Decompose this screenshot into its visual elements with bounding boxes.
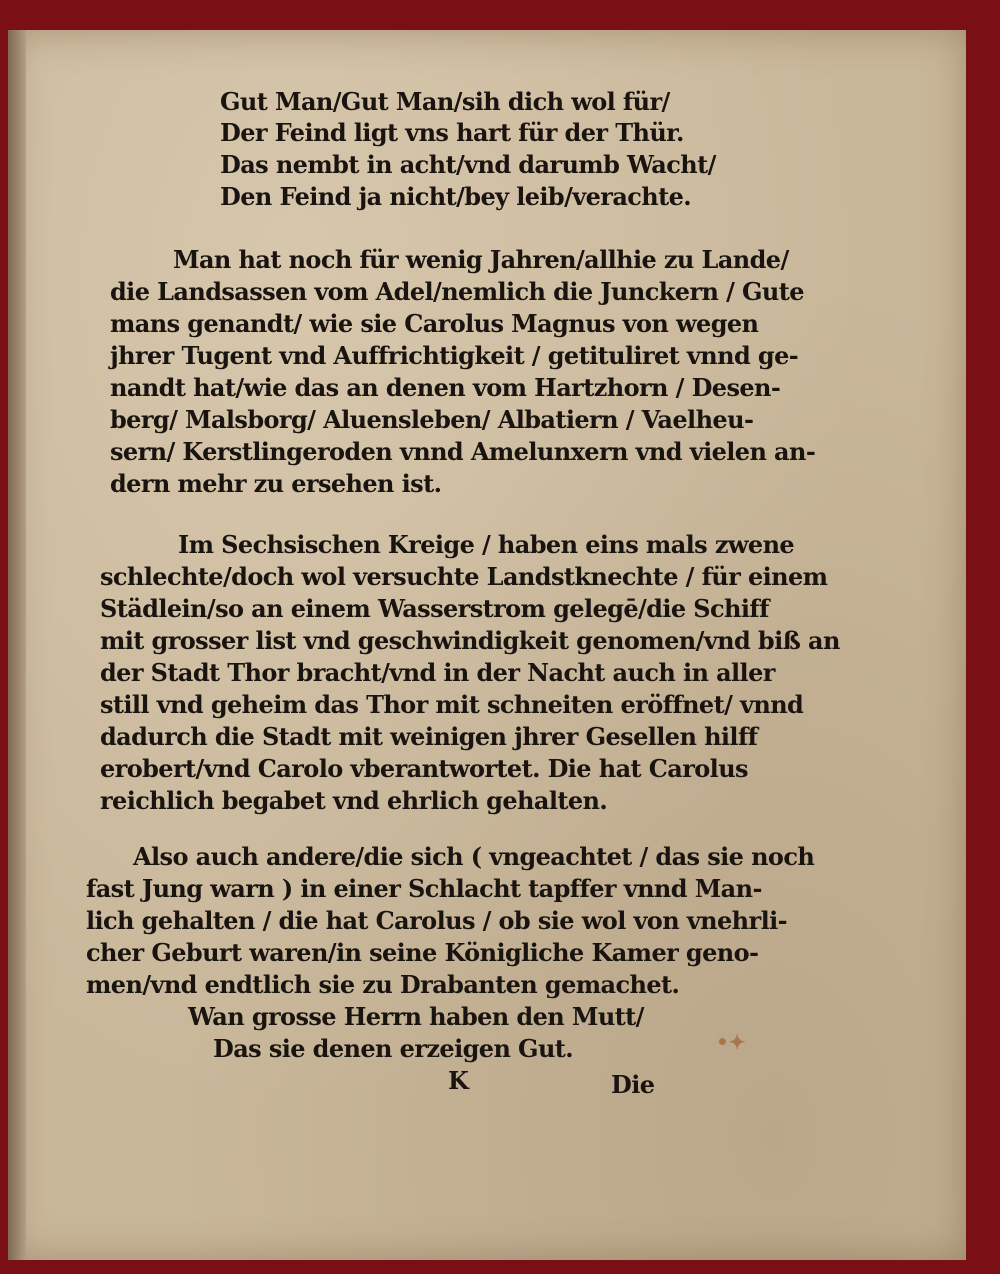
paragraph1-line-2: die Landsassen vom Adel/nemlich die Junckern / Gute (110, 277, 804, 306)
paragraph2-line-1: Im Sechsischen Kreige / haben eins mals zwene (178, 530, 795, 559)
paragraph1-line-4: jhrer Tugent vnd Auffrichtigkeit / getituliret vnnd ge- (110, 341, 799, 370)
paragraph2-line-3: Städlein/so an einem Wasserstrom gelegē/die Schiff (100, 594, 769, 623)
verse2-line-2: Das sie denen erzeigen Gut. (213, 1034, 574, 1063)
verse2-line-1: Wan grosse Herrn haben den Mutt/ (188, 1002, 644, 1031)
book-page (8, 30, 966, 1260)
paragraph1-line-1: Man hat noch für wenig Jahren/allhie zu Lande/ (173, 245, 789, 274)
signature-mark: K (448, 1066, 469, 1095)
paragraph2-line-9: reichlich begabet vnd ehrlich gehalten. (100, 786, 608, 815)
paragraph3-line-5: men/vnd endtlich sie zu Drabanten gemachet. (86, 970, 680, 999)
paragraph1-line-7: sern/ Kerstlingeroden vnnd Amelunxern vnd vielen an- (110, 437, 816, 466)
paragraph2-line-5: der Stadt Thor bracht/vnd in der Nacht auch in aller (100, 658, 775, 687)
paragraph1-line-8: dern mehr zu ersehen ist. (110, 469, 442, 498)
paragraph2-line-2: schlechte/doch wol versuchte Landstknechte / für einem (100, 562, 828, 591)
paragraph1-line-6: berg/ Malsborg/ Aluensleben/ Albatiern / Vaelheu- (110, 405, 754, 434)
paragraph3-line-2: fast Jung warn ) in einer Schlacht tapffer vnnd Man- (86, 874, 762, 903)
verse1-line-2: Der Feind ligt vns hart für der Thür. (220, 118, 684, 147)
paragraph2-line-7: dadurch die Stadt mit weinigen jhrer Gesellen hilff (100, 722, 758, 751)
catchword: Die (611, 1070, 655, 1099)
paragraph2-line-4: mit grosser list vnd geschwindigkeit genomen/vnd biß an (100, 626, 840, 655)
paragraph1-line-3: mans genandt/ wie sie Carolus Magnus von wegen (110, 309, 759, 338)
paragraph1-line-5: nandt hat/wie das an denen vom Hartzhorn / Desen- (110, 373, 781, 402)
paragraph3-line-1: Also auch andere/die sich ( vngeachtet / das sie noch (133, 842, 815, 871)
paragraph2-line-6: still vnd geheim das Thor mit schneiten eröffnet/ vnnd (100, 690, 804, 719)
paragraph2-line-8: erobert/vnd Carolo vberantwortet. Die hat Carolus (100, 754, 748, 783)
paragraph3-line-4: cher Geburt waren/in seine Königliche Kamer geno- (86, 938, 759, 967)
page-gutter (8, 30, 26, 1260)
verse1-line-3: Das nembt in acht/vnd darumb Wacht/ (220, 150, 716, 179)
verse1-line-1: Gut Man/Gut Man/sih dich wol für/ (220, 87, 670, 116)
verse1-line-4: Den Feind ja nicht/bey leib/verachte. (220, 182, 692, 211)
paragraph3-line-3: lich gehalten / die hat Carolus / ob sie wol von vnehrli- (86, 906, 787, 935)
ink-blot-ornament: •✦ (716, 1030, 746, 1054)
